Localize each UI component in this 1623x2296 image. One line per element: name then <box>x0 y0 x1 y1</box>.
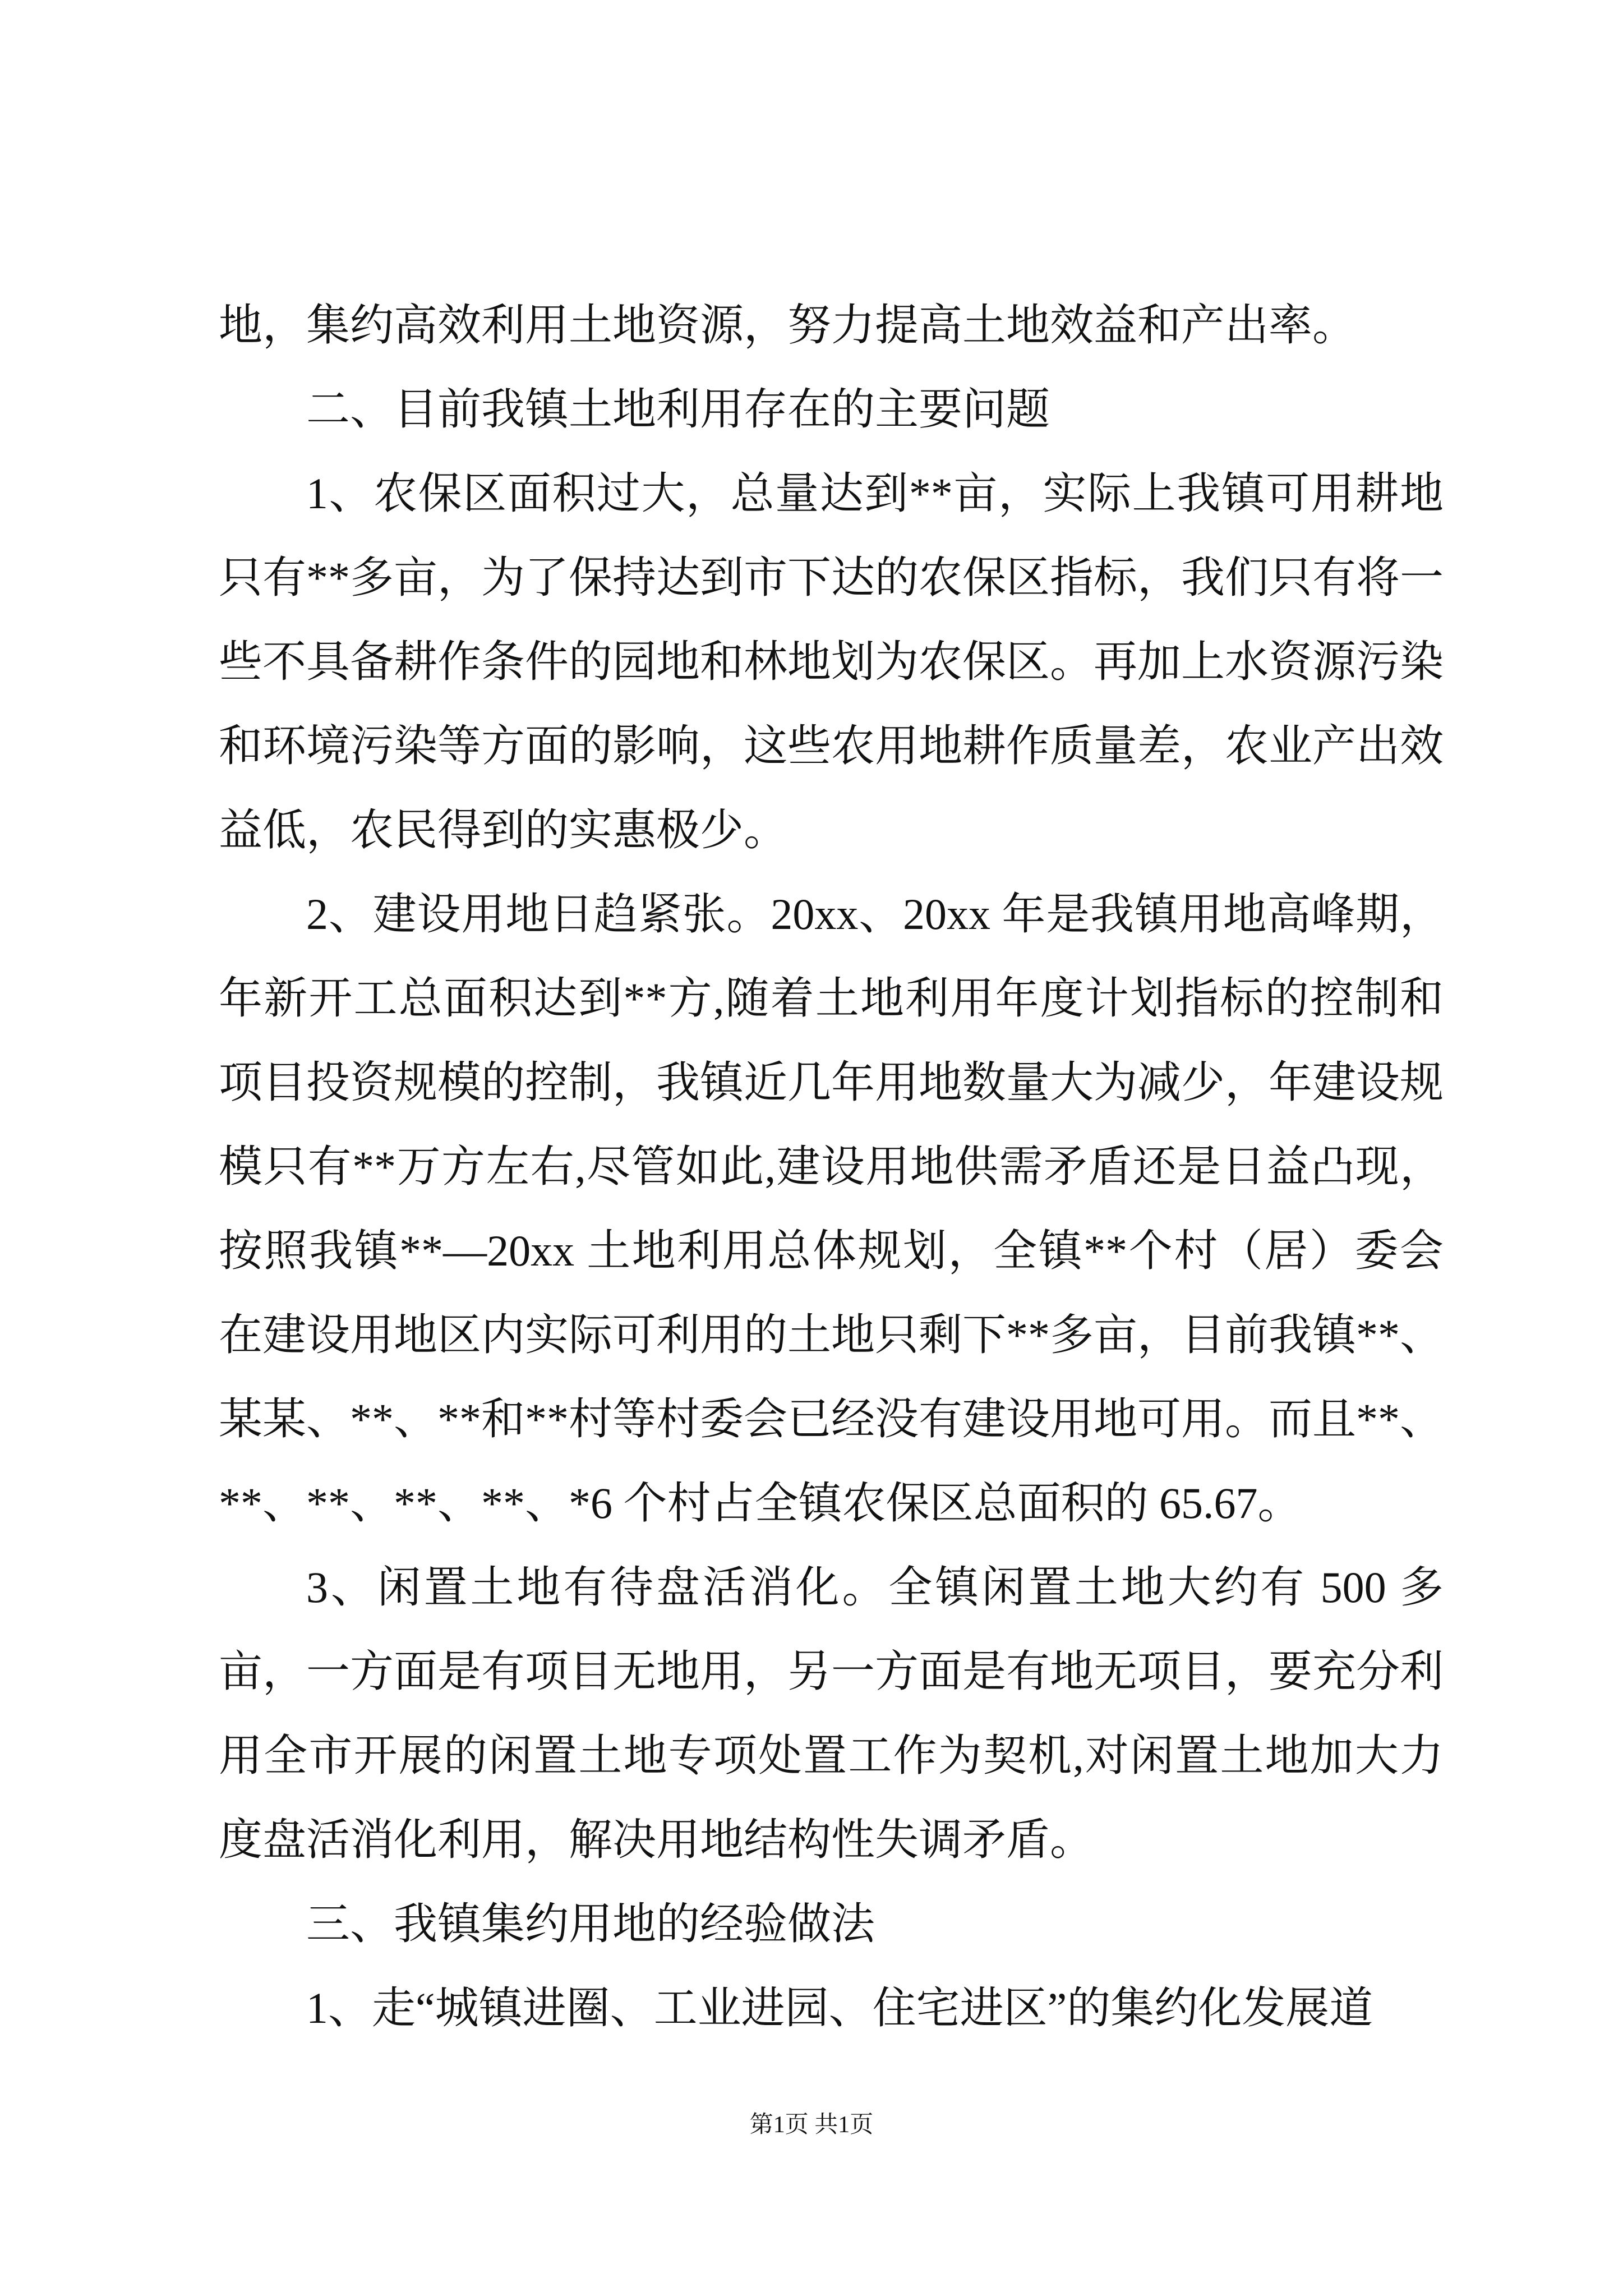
section-heading: 三、我镇集约用地的经验做法 <box>306 1899 875 1948</box>
document-body <box>219 283 1444 2050</box>
page-footer: 第1页 共1页 <box>749 2112 874 2138</box>
paragraph: 3、闲置土地有待盘活消化。全镇闲置土地大约有 500 多亩，一方面是有项目无地用，另一方面是有地无项目，要充分利用全市开展的闲置土地专项处置工作为契机,对闲置土地加大力度盘活消化利用，解决用地结构性失调矛盾。 <box>219 1563 1444 1864</box>
section-heading: 二、目前我镇土地利用存在的主要问题 <box>306 385 1050 434</box>
paragraph: 地，集约高效利用土地资源，努力提高土地效益和产出率。 <box>219 301 1357 349</box>
paragraph: 2、建设用地日趋紧张。20xx、20xx 年是我镇用地高峰期，年新开工总面积达到**方,随着土地利用年度计划指标的控制和项目投资规模的控制，我镇近几年用地数量大为减少，年建设规模只有**万方左右,尽管如此,建设用地供需矛盾还是日益凸现，按照我镇**—20xx 土地利用总体规划，全镇**个村（居）委会在建设用地区内实际可利用的土地只剩下**多亩，目前我镇**、某某、**、**和**村等村委会已经没有建设用地可用。而且**、**、**、**、**、*6 个村占全镇农保区总面积的 65.67。 <box>219 890 1444 1527</box>
paragraph: 1、农保区面积过大，总量达到**亩，实际上我镇可用耕地只有**多亩，为了保持达到市下达的农保区指标，我们只有将一些不具备耕作条件的园地和林地划为农保区。再加上水资源污染和环境污染等方面的影响，这些农用地耕作质量差，农业产出效益低，农民得到的实惠极少。 <box>219 469 1444 854</box>
paragraph: 1、走“城镇进圈、工业进园、住宅进区”的集约化发展道 <box>306 1984 1373 2032</box>
